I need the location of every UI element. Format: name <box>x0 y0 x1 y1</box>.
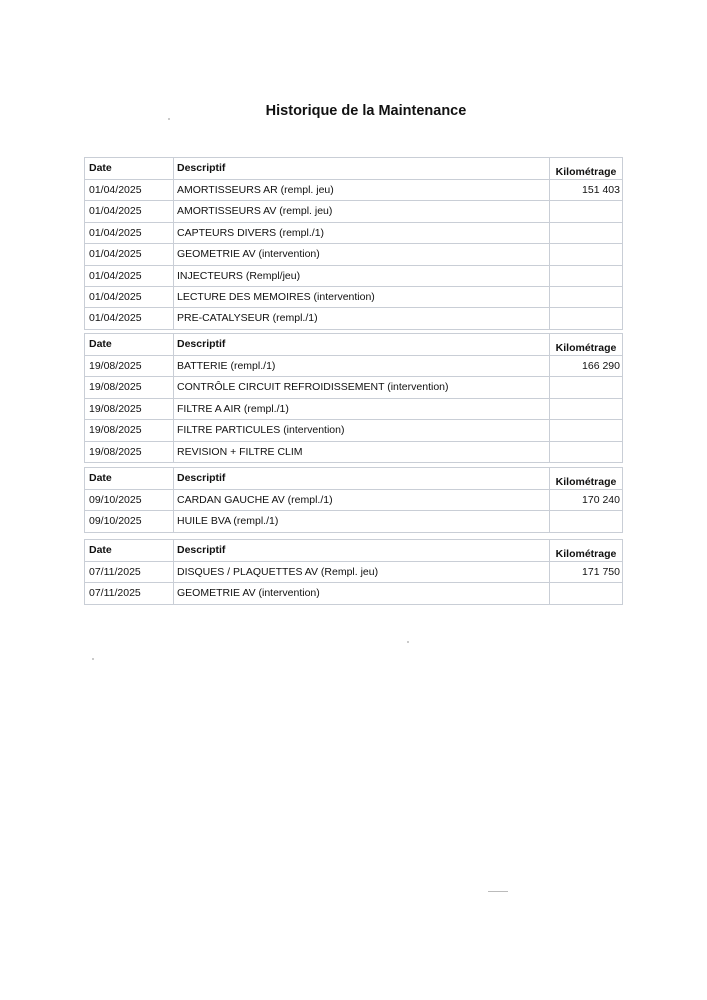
row-date: 09/10/2025 <box>89 494 142 506</box>
row-date: 01/04/2025 <box>89 312 142 325</box>
row-kilometrage: 170 240 <box>549 490 622 510</box>
table-header <box>85 158 622 179</box>
table-row <box>85 376 622 397</box>
row-date: 01/04/2025 <box>89 269 142 282</box>
scan-speck <box>488 891 508 892</box>
row-kilometrage <box>549 287 622 307</box>
table-row <box>85 243 622 264</box>
row-kilometrage <box>549 420 622 440</box>
row-descriptif: PRE-CATALYSEUR (rempl./1) <box>173 308 549 328</box>
table-row <box>85 582 622 603</box>
header-kilometrage: Kilométrage <box>549 468 622 489</box>
row-descriptif: CONTRÔLE CIRCUIT REFROIDISSEMENT (intervention) <box>173 377 549 397</box>
header-descriptif: Descriptif <box>173 158 549 179</box>
table-row <box>85 510 622 531</box>
row-descriptif: CAPTEURS DIVERS (rempl./1) <box>173 223 549 243</box>
header-kilometrage: Kilométrage <box>549 334 622 355</box>
row-descriptif: GEOMETRIE AV (intervention) <box>173 583 549 603</box>
row-date: 01/04/2025 <box>89 290 142 303</box>
row-kilometrage: 151 403 <box>549 180 622 200</box>
row-kilometrage <box>549 266 622 286</box>
row-date: 19/08/2025 <box>89 445 142 458</box>
row-kilometrage: 171 750 <box>549 562 622 582</box>
header-descriptif: Descriptif <box>173 468 549 489</box>
row-date: 01/04/2025 <box>89 205 142 218</box>
table-row <box>85 286 622 307</box>
header-date: Date <box>89 338 112 350</box>
row-kilometrage <box>549 583 622 603</box>
row-descriptif: GEOMETRIE AV (intervention) <box>173 244 549 264</box>
row-date: 19/08/2025 <box>89 360 142 372</box>
row-descriptif: FILTRE A AIR (rempl./1) <box>173 399 549 419</box>
row-descriptif: INJECTEURS (Rempl/jeu) <box>173 266 549 286</box>
row-descriptif: DISQUES / PLAQUETTES AV (Rempl. jeu) <box>173 562 549 582</box>
row-kilometrage <box>549 308 622 328</box>
table-row <box>85 265 622 286</box>
table-row <box>85 222 622 243</box>
row-kilometrage <box>549 201 622 221</box>
header-kilometrage: Kilométrage <box>549 540 622 561</box>
table-row <box>85 398 622 419</box>
header-kilometrage: Kilométrage <box>549 158 622 179</box>
maintenance-table-4 <box>84 539 623 605</box>
table-row <box>85 441 622 462</box>
row-descriptif: BATTERIE (rempl./1) <box>173 356 549 376</box>
row-date: 19/08/2025 <box>89 381 142 394</box>
table-row <box>85 489 622 510</box>
row-kilometrage <box>549 223 622 243</box>
table-row <box>85 355 622 376</box>
scan-speck <box>407 641 409 643</box>
page-title: Historique de la Maintenance <box>265 103 467 119</box>
table-header <box>85 334 622 355</box>
header-date: Date <box>89 544 112 556</box>
row-descriptif: FILTRE PARTICULES (intervention) <box>173 420 549 440</box>
row-kilometrage <box>549 442 622 462</box>
row-date: 01/04/2025 <box>89 226 142 239</box>
header-date: Date <box>89 162 112 174</box>
row-date: 19/08/2025 <box>89 424 142 437</box>
row-date: 09/10/2025 <box>89 515 142 528</box>
row-date: 07/11/2025 <box>89 587 141 600</box>
header-descriptif: Descriptif <box>173 540 549 561</box>
row-date: 01/04/2025 <box>89 184 142 196</box>
maintenance-table-1 <box>84 157 623 330</box>
header-descriptif: Descriptif <box>173 334 549 355</box>
maintenance-table-2 <box>84 333 623 463</box>
row-date: 01/04/2025 <box>89 248 142 261</box>
table-row <box>85 561 622 582</box>
row-descriptif: CARDAN GAUCHE AV (rempl./1) <box>173 490 549 510</box>
table-header <box>85 540 622 561</box>
table-row <box>85 200 622 221</box>
row-date: 19/08/2025 <box>89 402 142 415</box>
row-kilometrage <box>549 377 622 397</box>
table-header <box>85 468 622 489</box>
row-kilometrage: 166 290 <box>549 356 622 376</box>
scan-speck <box>92 658 94 660</box>
header-date: Date <box>89 472 112 484</box>
scan-speck <box>168 118 170 120</box>
row-date: 07/11/2025 <box>89 566 141 578</box>
maintenance-table-3 <box>84 467 623 533</box>
row-descriptif: HUILE BVA (rempl./1) <box>173 511 549 531</box>
row-descriptif: AMORTISSEURS AR (rempl. jeu) <box>173 180 549 200</box>
table-row <box>85 179 622 200</box>
row-kilometrage <box>549 511 622 531</box>
row-kilometrage <box>549 399 622 419</box>
row-descriptif: AMORTISSEURS AV (rempl. jeu) <box>173 201 549 221</box>
table-row <box>85 419 622 440</box>
row-descriptif: REVISION + FILTRE CLIM <box>173 442 549 462</box>
row-kilometrage <box>549 244 622 264</box>
table-row <box>85 307 622 328</box>
row-descriptif: LECTURE DES MEMOIRES (intervention) <box>173 287 549 307</box>
